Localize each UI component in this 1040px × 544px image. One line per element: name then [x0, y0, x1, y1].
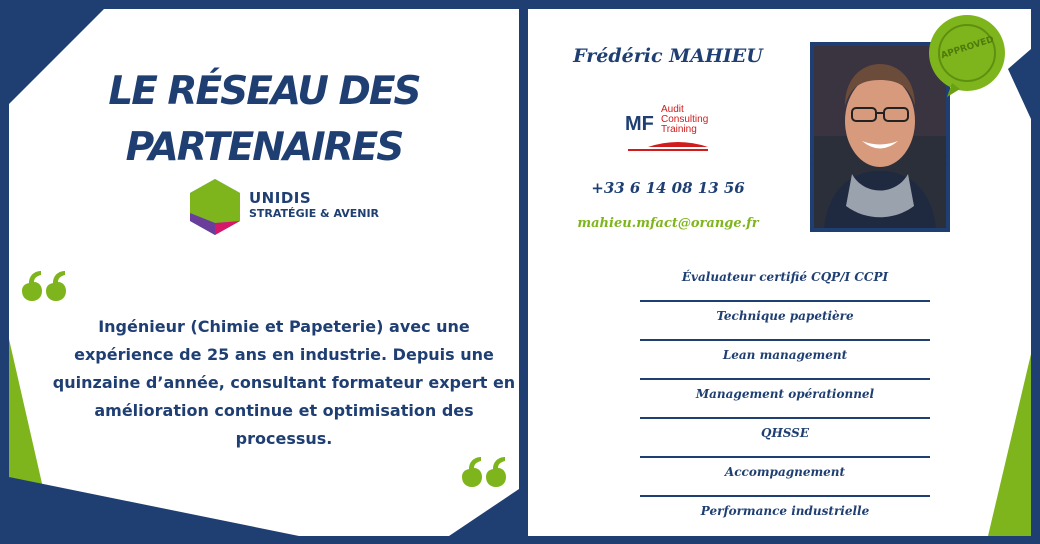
approved-badge-icon: [922, 9, 1012, 99]
mf-word-audit: Audit: [661, 104, 684, 115]
mf-letters: MF: [625, 113, 654, 135]
title-line-2: PARTENAIRES: [125, 125, 403, 170]
mf-words: [661, 105, 708, 135]
mf-company-logo: [623, 99, 733, 159]
quote-open-icon: [19, 267, 69, 307]
skill-item: Lean management: [640, 341, 930, 380]
right-panel: [528, 9, 1031, 536]
email-address: mahieu.mfact@orange.fr: [577, 216, 759, 231]
unidis-hexagon-icon: [187, 177, 243, 237]
skill-item: Performance industrielle: [700, 504, 870, 518]
title-line-1: LE RÉSEAU DES: [108, 69, 420, 114]
skill-item: Management opérationnel: [640, 380, 930, 419]
consultant-name: Frédéric MAHIEU: [573, 45, 763, 67]
skills-list: [640, 263, 930, 536]
unidis-tagline: STRATÉGIE & AVENIR: [249, 207, 380, 220]
approved-badge-text: APPROVED: [939, 34, 996, 62]
quote-close-icon: [459, 453, 509, 493]
page-title: [9, 64, 519, 176]
phone-number: +33 6 14 08 13 56: [591, 179, 745, 197]
mf-word-training: Training: [661, 124, 697, 135]
unidis-name: UNIDIS: [249, 189, 312, 207]
bio-text: Ingénieur (Chimie et Papeterie) avec une expérience de 25 ans en industrie. Depuis une quinzaine d’année, consultant formateur expert en amélioration continue et optimisation des processus.: [52, 317, 516, 448]
unidis-logo: [187, 177, 387, 237]
mf-underline-icon: [623, 139, 733, 159]
skill-item: QHSSE: [640, 419, 930, 458]
skill-item: Évaluateur certifié CQP/I CCPI: [640, 263, 930, 302]
left-panel: [9, 9, 519, 536]
skill-item: Technique papetière: [640, 302, 930, 341]
skill-item: Accompagnement: [640, 458, 930, 497]
mf-word-consulting: Consulting: [661, 114, 709, 125]
